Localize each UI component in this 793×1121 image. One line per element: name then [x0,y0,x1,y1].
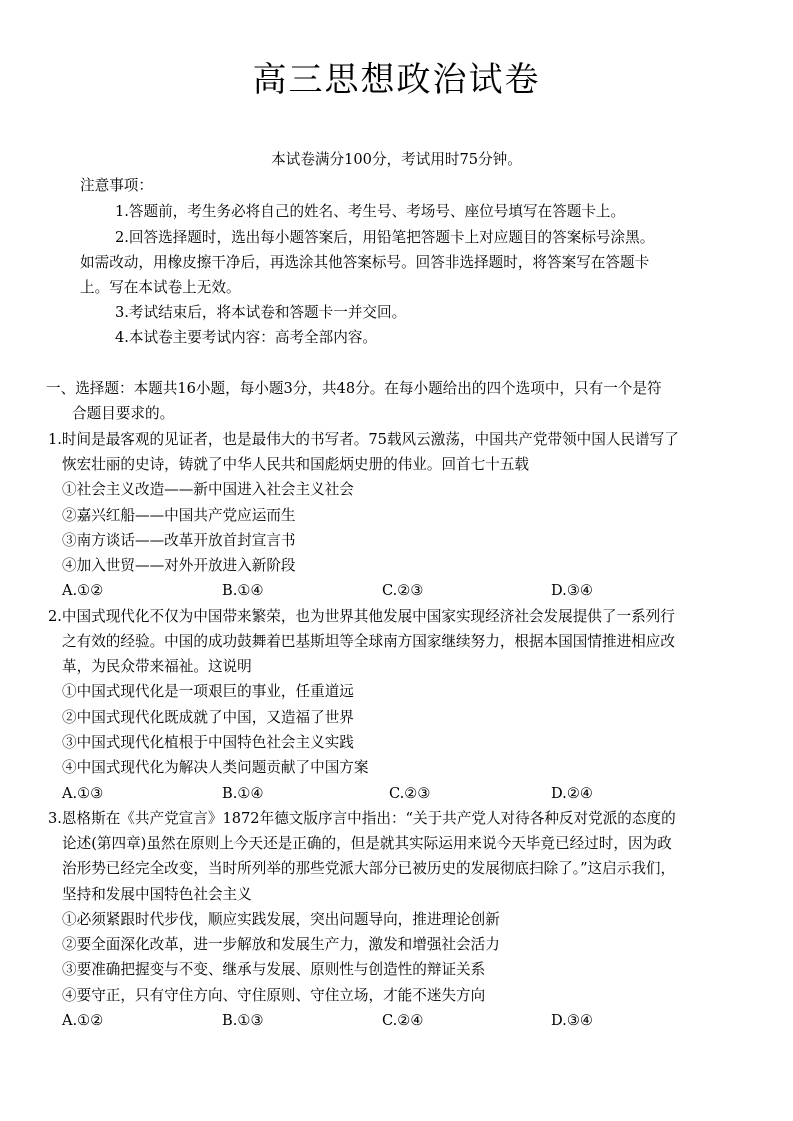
q3-stem-line-2: 论述(第四章)虽然在原则上今天还是正确的，但是就其实际运用来说今天毕竟已经过时，因为政 [62,835,672,852]
q1-stem-line-2: 恢宏壮丽的史诗，铸就了中华人民共和国彪炳史册的伟业。回首七十五载 [62,456,530,473]
q2-stem-line-1: 2.中国式现代化不仅为中国带来繁荣，也为世界其他发展中国家实现经济社会发展提供了一系列行 [48,608,675,625]
notice-item-3: 3.考试结束后，将本试卷和答题卡一并交回。 [115,304,407,321]
notice-item-4: 4.本试卷主要考试内容：高考全部内容。 [115,329,378,346]
q3-option-c[interactable]: C.②④ [382,1012,424,1029]
notice-item-2-line-2: 如需改动，用橡皮擦干净后，再选涂其他答案标号。回答非选择题时，将答案写在答题卡 [80,254,650,271]
q3-option-b[interactable]: B.①③ [222,1012,264,1029]
q2-option-d[interactable]: D.②④ [551,785,593,802]
notice-item-2-line-3: 上。写在本试卷上无效。 [80,279,241,296]
section-heading-line-1: 一、选择题：本题共16小题，每小题3分，共48分。在每小题给出的四个选项中，只有一个是符 [46,380,662,397]
q1-stem-line-1: 1.时间是最客观的见证者，也是最伟大的书写者。75载风云激荡，中国共产党带领中国人民谱写了 [48,431,679,448]
q3-statement-1: ①必须紧跟时代步伐，顺应实践发展，突出问题导向，推进理论创新 [62,911,500,928]
notice-item-1: 1.答题前，考生务必将自己的姓名、考生号、考场号、座位号填写在答题卡上。 [115,203,626,220]
q1-statement-1: ①社会主义改造——新中国进入社会主义社会 [62,481,354,498]
q2-stem-line-2: 之有效的经验。中国的成功鼓舞着巴基斯坦等全球南方国家继续努力，根据本国国情推进相应改 [62,633,675,650]
q2-option-b[interactable]: B.①④ [222,785,264,802]
q1-statement-3: ③南方谈话——改革开放首封宣言书 [62,532,296,549]
q2-statement-4: ④中国式现代化为解决人类问题贡献了中国方案 [62,759,369,776]
q3-statement-3: ③要准确把握变与不变、继承与发展、原则性与创造性的辩证关系 [62,961,486,978]
notice-item-2-line-1: 2.回答选择题时，选出每小题答案后，用铅笔把答题卡上对应题目的答案标号涂黑。 [115,229,655,246]
q3-statement-4: ④要守正，只有守住方向、守住原则、守住立场，才能不迷失方向 [62,987,486,1004]
q2-option-c[interactable]: C.②③ [389,785,431,802]
q1-option-d[interactable]: D.③④ [551,582,593,599]
q1-option-a[interactable]: A.①② [62,582,104,599]
section-heading-line-2: 合题目要求的。 [72,405,175,422]
exam-intro: 本试卷满分100分，考试用时75分钟。 [271,151,522,168]
q1-statement-4: ④加入世贸——对外开放进入新阶段 [62,557,296,574]
exam-title: 高三思想政治试卷 [252,60,541,100]
q2-stem-line-3: 革，为民众带来福祉。这说明 [62,658,252,675]
q1-statement-2: ②嘉兴红船——中国共产党应运而生 [62,507,296,524]
q3-option-d[interactable]: D.③④ [551,1012,593,1029]
q1-option-b[interactable]: B.①④ [222,582,264,599]
q3-stem-line-4: 坚持和发展中国特色社会主义 [62,886,252,903]
q2-statement-3: ③中国式现代化植根于中国特色社会主义实践 [62,734,354,751]
q3-stem-line-3: 治形势已经完全改变，当时所列举的那些党派大部分已被历史的发展彻底扫除了。”这启示我们， [62,860,676,877]
q2-statement-2: ②中国式现代化既成就了中国，又造福了世界 [62,709,354,726]
notice-heading: 注意事项： [80,177,153,194]
q2-statement-1: ①中国式现代化是一项艰巨的事业，任重道远 [62,683,354,700]
q2-option-a[interactable]: A.①③ [62,785,104,802]
q3-statement-2: ②要全面深化改革，进一步解放和发展生产力，激发和增强社会活力 [62,936,500,953]
q3-stem-line-1: 3.恩格斯在《共产党宣言》1872年德文版序言中指出：“关于共产党人对待各种反对党派的态度的 [48,810,676,827]
q3-option-a[interactable]: A.①② [62,1012,104,1029]
q1-option-c[interactable]: C.②③ [382,582,424,599]
